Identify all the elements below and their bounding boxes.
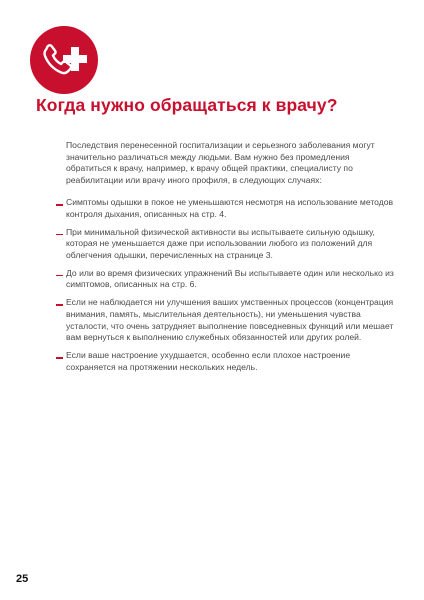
list-item xyxy=(56,268,402,291)
phone-plus-icon xyxy=(30,26,98,94)
page-number: 25 xyxy=(16,573,29,585)
bullet-dash-icon xyxy=(56,275,63,277)
bullet-dash-icon xyxy=(56,304,63,306)
bullet-dash-icon xyxy=(56,357,63,359)
list-item xyxy=(56,297,402,343)
intro-paragraph: Последствия перенесенной госпитализации и серьезного заболевания могут значительно различаться между людьми. Вам нужно без промедления обратиться к врачу, например, к врачу общей практики, специалисту по реабилитации или врачу иного профиля, в следующих случаях: xyxy=(66,140,375,185)
list-item-text: Если ваше настроение ухудшается, особенно если плохое настроение сохраняется на протяжении нескольких недель. xyxy=(66,350,351,372)
bullet-dash-icon xyxy=(56,204,63,206)
symptom-list xyxy=(56,197,402,380)
list-item-text: Симптомы одышки в покое не уменьшаются несмотря на использование методов контроля дыхания, описанных на стр. 4. xyxy=(66,197,394,219)
page-title: Когда нужно обращаться к врачу? xyxy=(36,95,338,115)
list-item-text: При минимальной физической активности вы испытываете сильную одышку, которая не уменьшается даже при использовании любого из положений для облегчения одышки, перечисленных на странице 3. xyxy=(66,226,375,260)
list-item xyxy=(56,197,402,220)
list-item xyxy=(56,227,402,262)
phone-plus-icon-graphic xyxy=(30,26,98,94)
list-item-text: Если не наблюдается ни улучшения ваших умственных процессов (концентрация внимания, память, мыслительная деятельность), ни уменьшения чувства усталости, что очень затрудняет выполнение повседневных функций или мешает вам вернуться к выполнению служебных обязанностей или других ролей. xyxy=(66,297,394,343)
bullet-dash-icon xyxy=(56,234,63,236)
list-item xyxy=(56,350,402,373)
list-item-text: До или во время физических упражнений Вы испытываете один или несколько из симптомов, описанных на стр. 6. xyxy=(66,267,394,290)
